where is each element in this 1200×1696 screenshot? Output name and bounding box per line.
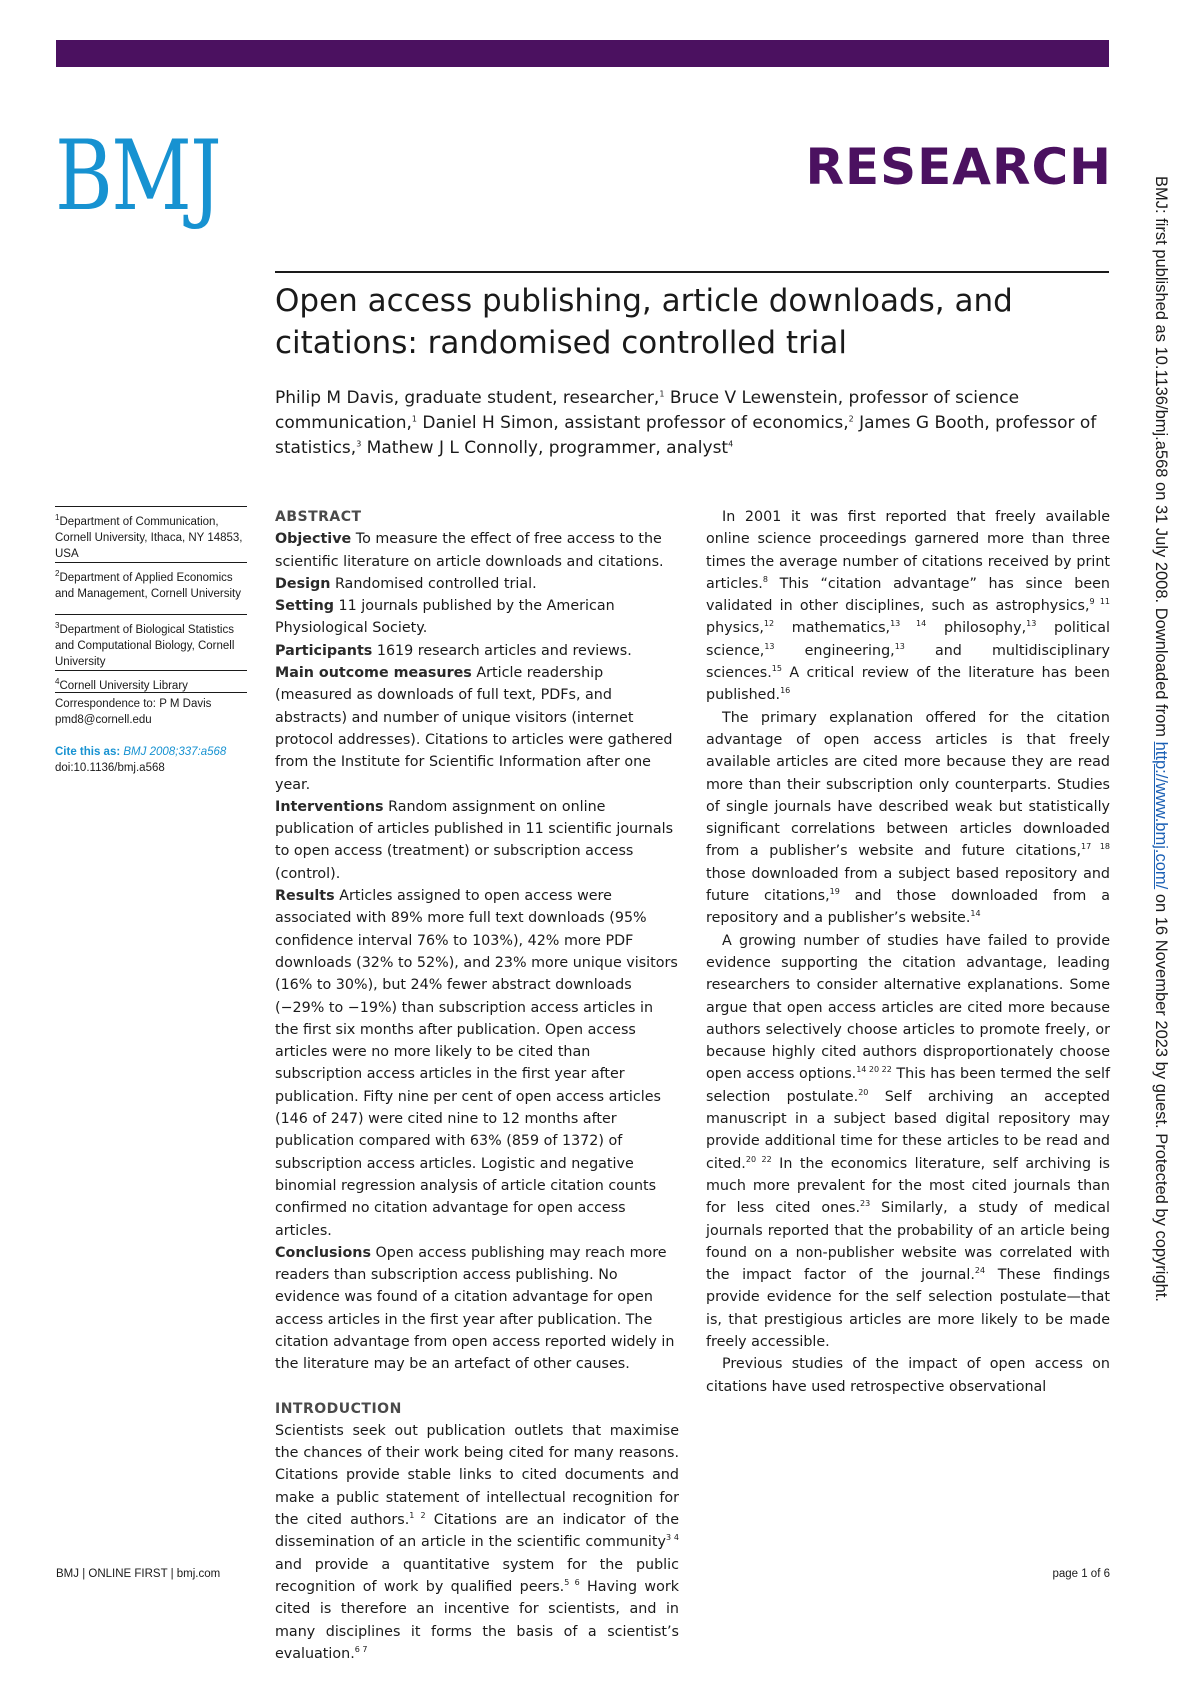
reference-mark[interactable]: 13 bbox=[894, 642, 905, 652]
reference-mark[interactable]: 16 bbox=[780, 686, 791, 696]
body-text: The primary explanation offered for the citation advantage of open access articles is that freely available articles are cited more because they are read more than their subscription only counterparts. Studies of single journals have described weak but statistically significant correlations between articles downloaded from a publisher’s website and future citations, bbox=[706, 709, 1110, 860]
abstract-heading: ABSTRACT bbox=[275, 509, 362, 525]
abstract-participants bbox=[275, 640, 679, 662]
introduction-paragraph-1 bbox=[275, 1420, 679, 1665]
introduction-paragraph-5: Previous studies of the impact of open access on citations have used retrospective observational bbox=[706, 1356, 1110, 1395]
body-text: Self archiving an accepted manuscript in a subject based digital repository may provide additional time for these articles to be read and cited. bbox=[706, 1088, 1110, 1172]
body-text: those downloaded from a subject based repository and future citations, bbox=[706, 865, 1110, 905]
header-color-bar bbox=[56, 40, 1109, 67]
affiliation-3 bbox=[55, 614, 247, 670]
body-text: In the economics literature, self archiving is much more prevalent for the most cited journals than for less cited ones. bbox=[706, 1155, 1110, 1217]
abstract-conclusions bbox=[275, 1242, 679, 1376]
affiliation-text: Department of Biological Statistics and Computational Biology, Cornell University bbox=[55, 623, 235, 668]
affiliation-2 bbox=[55, 562, 247, 602]
reference-mark[interactable]: 20 22 bbox=[745, 1154, 772, 1164]
author-affiliation-mark: 4 bbox=[728, 439, 734, 449]
body-text: This has been termed the self selection postulate. bbox=[706, 1066, 1110, 1105]
introduction-paragraph-3 bbox=[706, 707, 1110, 930]
author-name: Bruce V Lewenstein, professor of science communication, bbox=[275, 388, 1020, 433]
cite-reference: BMJ 2008;337:a568 bbox=[123, 746, 227, 758]
margin-note-text: BMJ: first published as 10.1136/bmj.a568 on 31 July 2008. Downloaded from bbox=[1152, 176, 1170, 742]
abstract-design bbox=[275, 573, 679, 595]
title-rule bbox=[275, 271, 1109, 273]
reference-mark[interactable]: 5 6 bbox=[564, 1578, 580, 1588]
copyright-margin-note bbox=[1151, 176, 1170, 1696]
correspondence bbox=[55, 692, 247, 728]
abstract-setting bbox=[275, 595, 679, 640]
body-text: Having work cited is therefore an incentive for scientists, and in many disciplines it forms the basis of a scientist’s evaluation. bbox=[275, 1578, 679, 1662]
introduction-heading: INTRODUCTION bbox=[275, 1400, 402, 1417]
correspondence-email[interactable]: pmd8@cornell.edu bbox=[55, 714, 152, 726]
body-text: and those downloaded from a repository and a publisher’s website. bbox=[706, 888, 1110, 927]
author-affiliation-mark: 1 bbox=[411, 414, 417, 424]
correspondence-name: Correspondence to: P M Davis bbox=[55, 698, 212, 710]
affiliation-number: 2 bbox=[55, 569, 60, 578]
section-label: RESEARCH bbox=[805, 138, 1112, 196]
author-affiliation-mark: 1 bbox=[659, 389, 665, 399]
abstract-text: Randomised controlled trial. bbox=[334, 575, 537, 592]
reference-mark[interactable]: 8 bbox=[762, 575, 768, 585]
affiliation-number: 4 bbox=[55, 677, 60, 686]
body-text: Scientists seek out publication outlets that maximise the chances of their work being cited for many reasons. Citations provide stable links to cited documents and make a public statement of intellectual recognition for the cited authors. bbox=[275, 1422, 679, 1529]
body-text: In 2001 it was first reported that freely available online science proceedings garnered more than three times the average number of citations received by print articles. bbox=[706, 509, 1110, 592]
body-text: and multidisciplinary sciences. bbox=[706, 642, 1110, 682]
right-text-column bbox=[706, 506, 1110, 1398]
abstract-label: Participants bbox=[275, 642, 373, 659]
body-text: and provide a quantitative system for the public recognition of work by qualified peers. bbox=[275, 1556, 679, 1595]
affiliation-text: Department of Applied Economics and Management, Cornell University bbox=[55, 571, 242, 600]
author-affiliation-mark: 2 bbox=[848, 414, 854, 424]
reference-mark[interactable]: 17 18 bbox=[1081, 842, 1111, 852]
abstract-text: Articles assigned to open access were associated with 89% more full text downloads (95% confidence interval 76% to 103%), 42% more PDF downloads (32% to 52%), and 23% more unique visitors (16% to 30%), but 24% fewer abstract downloads (−29% to −19%) than subscription access articles in the first six months after publication. Open access articles were no more likely to be cited than subscription access articles in the first year after publication. Fifty nine per cent of open access articles (146 of 247) were cited nine to 12 months after publication compared with 63% (859 of 1372) of subscription access articles. Logistic and negative binomial regression analysis of article citation counts confirmed no citation advantage for open access articles. bbox=[275, 888, 678, 1239]
abstract-text: Article readership (measured as downloads of full text, PDFs, and abstracts) and number of unique visitors (internet protocol addresses). Citations to articles were gathered from the Institute for Scientific Information after one year. bbox=[275, 665, 673, 793]
author-name: Mathew J L Connolly, programmer, analyst bbox=[361, 438, 729, 458]
reference-mark[interactable]: 13 bbox=[764, 642, 775, 652]
footer-page-number: page 1 of 6 bbox=[1052, 1568, 1110, 1580]
left-text-column bbox=[275, 506, 679, 1665]
abstract-text: To measure the effect of free access to the scientific literature on article downloads and citations. bbox=[275, 531, 664, 570]
abstract-text: Open access publishing may reach more readers than subscription access publishing. No evidence was found of a citation advantage for open access articles in the first year after publication. The citation advantage from open access reported widely in the literature may be an artefact of other causes. bbox=[275, 1244, 675, 1373]
footer-journal: BMJ | ONLINE FIRST | bmj.com bbox=[56, 1568, 221, 1580]
abstract-results bbox=[275, 885, 679, 1242]
body-text: A critical review of the literature has been published. bbox=[706, 665, 1110, 704]
citation-block bbox=[55, 744, 255, 776]
cite-label: Cite this as: bbox=[55, 746, 121, 758]
bmj-website-link[interactable]: http://www.bmj.com/ bbox=[1152, 741, 1170, 890]
cite-doi[interactable]: doi:10.1136/bmj.a568 bbox=[55, 762, 165, 774]
affiliation-number: 1 bbox=[55, 513, 60, 522]
reference-mark[interactable]: 14 20 22 bbox=[856, 1065, 892, 1075]
author-affiliation-mark: 3 bbox=[356, 439, 362, 449]
reference-mark[interactable]: 15 bbox=[771, 664, 782, 674]
reference-mark[interactable]: 14 bbox=[970, 909, 981, 919]
body-text: This “citation advantage” has since been validated in other disciplines, such as astrophysics, bbox=[706, 575, 1110, 615]
affiliation-text: Cornell University Library bbox=[59, 679, 188, 692]
author-name: James G Booth, professor of statistics, bbox=[275, 413, 1097, 458]
reference-mark[interactable]: 13 14 bbox=[890, 619, 927, 629]
reference-mark[interactable]: 3 4 bbox=[665, 1533, 679, 1543]
reference-mark[interactable]: 24 bbox=[974, 1266, 986, 1276]
body-text: engineering, bbox=[774, 642, 895, 659]
body-text: Citations are an indicator of the dissemination of an article in the scientific community bbox=[275, 1512, 680, 1551]
abstract-label: Conclusions bbox=[275, 1244, 371, 1261]
reference-mark[interactable]: 1 2 bbox=[409, 1511, 426, 1521]
abstract-outcome-measures bbox=[275, 662, 679, 796]
article-title: Open access publishing, article downloads, and citations: randomised controlled trial bbox=[275, 283, 1013, 361]
reference-mark[interactable]: 12 bbox=[763, 619, 775, 629]
affiliation-4 bbox=[55, 670, 247, 694]
body-text: Similarly, a study of medical journals reported that the probability of an article being found on a non-publisher website was correlated with the impact factor of the journal. bbox=[706, 1200, 1110, 1284]
body-text: philosophy, bbox=[926, 620, 1027, 637]
abstract-text: 1619 research articles and reviews. bbox=[376, 642, 632, 659]
reference-mark[interactable]: 6 7 bbox=[354, 1645, 368, 1655]
reference-mark[interactable]: 9 11 bbox=[1089, 597, 1110, 607]
bmj-logo: BMJ bbox=[55, 120, 221, 232]
reference-mark[interactable]: 19 bbox=[829, 887, 840, 897]
author-list bbox=[275, 386, 1111, 461]
reference-mark[interactable]: 23 bbox=[860, 1199, 871, 1209]
margin-note-text-end: on 16 November 2023 by guest. Protected by copyright. bbox=[1152, 889, 1170, 1302]
affiliation-1 bbox=[55, 506, 247, 562]
abstract-label: Design bbox=[275, 575, 331, 592]
abstract-label: Setting bbox=[275, 598, 334, 615]
reference-mark[interactable]: 13 bbox=[1026, 619, 1037, 629]
body-text: A growing number of studies have failed to provide evidence supporting the citation advantage, leading researchers to consider alternative explanations. Some argue that open access articles are cited more because authors selectively choose articles to promote freely, or because highly cited authors disproportionately choose open access options. bbox=[706, 932, 1110, 1083]
body-text: physics, bbox=[706, 620, 764, 637]
abstract-label: Interventions bbox=[275, 798, 384, 815]
author-name: Daniel H Simon, assistant professor of economics, bbox=[416, 413, 849, 433]
abstract-text: 11 journals published by the American Physiological Society. bbox=[275, 598, 615, 637]
abstract-interventions bbox=[275, 796, 679, 885]
abstract-label: Results bbox=[275, 888, 335, 905]
abstract-text: Random assignment on online publication of articles published in 11 scientific journals to open access (treatment) or subscription access (control). bbox=[275, 798, 674, 882]
body-text: These findings provide evidence for the self selection postulate—that is, that prestigious articles are more likely to be made freely accessible. bbox=[706, 1267, 1110, 1350]
reference-mark[interactable]: 20 bbox=[858, 1087, 869, 1097]
introduction-paragraph-4 bbox=[706, 930, 1110, 1354]
affiliation-text: Department of Communication, Cornell University, Ithaca, NY 14853, USA bbox=[55, 515, 243, 560]
body-text: mathematics, bbox=[774, 620, 891, 637]
introduction-paragraph-2 bbox=[706, 506, 1110, 707]
body-text: political science, bbox=[706, 620, 1110, 659]
abstract-label: Objective bbox=[275, 531, 352, 548]
author-name: Philip M Davis, graduate student, researcher, bbox=[275, 388, 660, 408]
affiliation-number: 3 bbox=[55, 621, 60, 630]
abstract-objective bbox=[275, 528, 679, 573]
abstract-label: Main outcome measures bbox=[275, 665, 472, 682]
